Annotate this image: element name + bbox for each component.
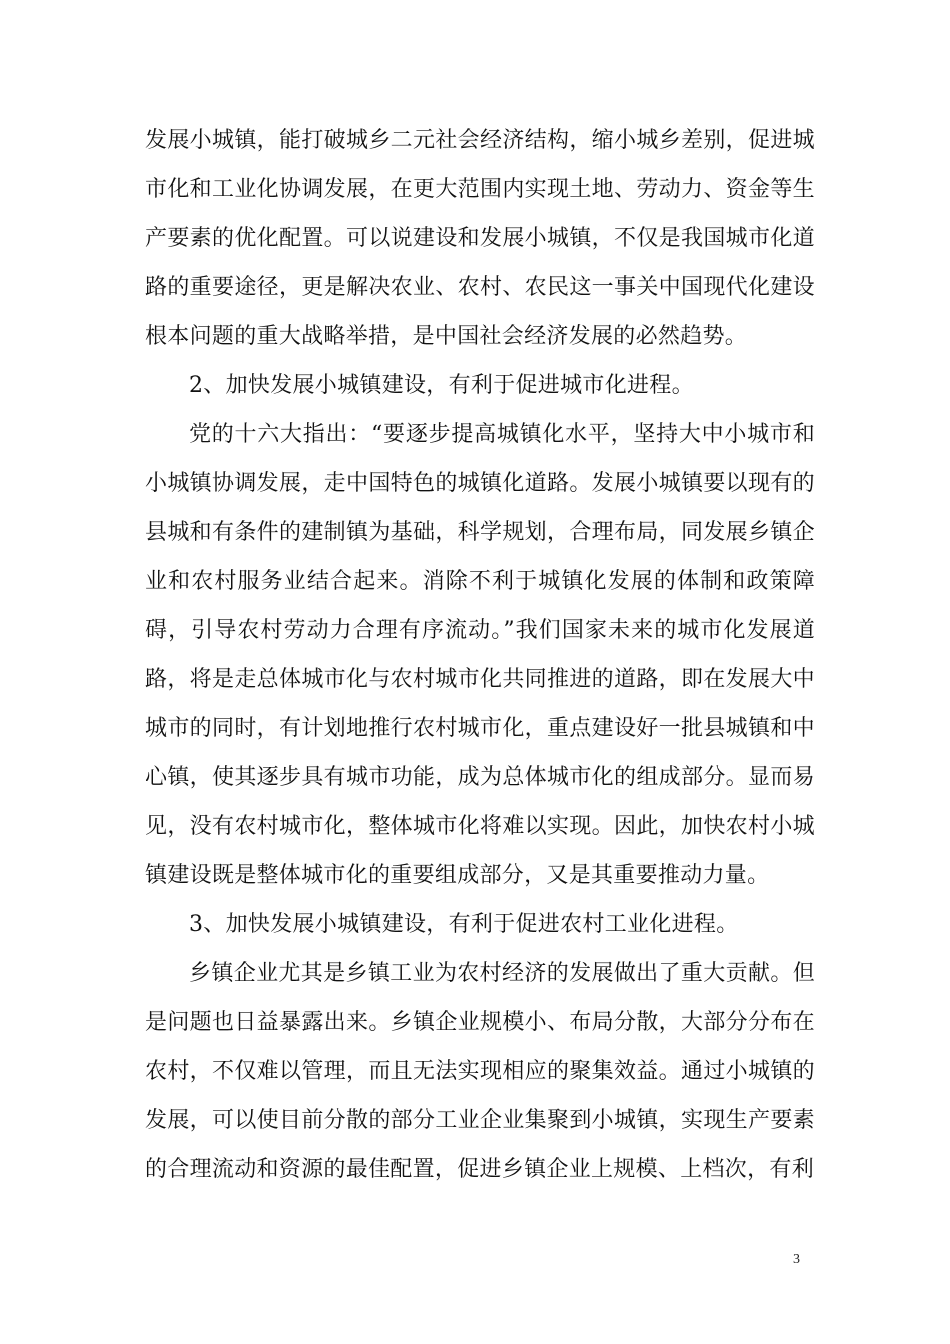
section-heading-3: 3、加快发展小城镇建设，有利于促进农村工业化进程。 xyxy=(189,912,739,937)
paragraph-township-enterprises: 乡镇企业尤其是乡镇工业为农村经济的发展做出了重大贡献。但是问题也日益暴露出来。乡镇企业规模小、布局分散，大部分分布在农村，不仅难以管理，而且无法实现相应的聚集效益。通过小城镇的发展，可以使目前分散的部分工业企业集聚到小城镇，实现生产要素的合理流动和资源的最佳配置，促进乡镇企业上规模、上档次，有利 xyxy=(145,961,815,1182)
document-body xyxy=(145,116,815,1194)
page-number: 3 xyxy=(793,1252,800,1267)
paragraph-continued: 发展小城镇，能打破城乡二元社会经济结构，缩小城乡差别，促进城市化和工业化协调发展，在更大范围内实现土地、劳动力、资金等生产要素的优化配置。可以说建设和发展小城镇，不仅是我国城市化道路的重要途径，更是解决农业、农村、农民这一事关中国现代化建设根本问题的重大战略举措，是中国社会经济发展的必然趋势。 xyxy=(145,128,815,349)
section-heading-2: 2、加快发展小城镇建设，有利于促进城市化进程。 xyxy=(189,373,694,398)
paragraph-party-congress: 党的十六大指出：“要逐步提高城镇化水平，坚持大中小城市和小城镇协调发展，走中国特色的城镇化道路。发展小城镇要以现有的县城和有条件的建制镇为基础，科学规划，合理布局，同发展乡镇企业和农村服务业结合起来。消除不利于城镇化发展的体制和政策障碍，引导农村劳动力合理有序流动。”我们国家未来的城市化发展道路，将是走总体城市化与农村城市化共同推进的道路，即在发展大中城市的同时，有计划地推行农村城市化，重点建设好一批县城镇和中心镇，使其逐步具有城市功能，成为总体城市化的组成部分。显而易见，没有农村城市化，整体城市化将难以实现。因此，加快农村小城镇建设既是整体城市化的重要组成部分，又是其重要推动力量。 xyxy=(145,422,815,888)
